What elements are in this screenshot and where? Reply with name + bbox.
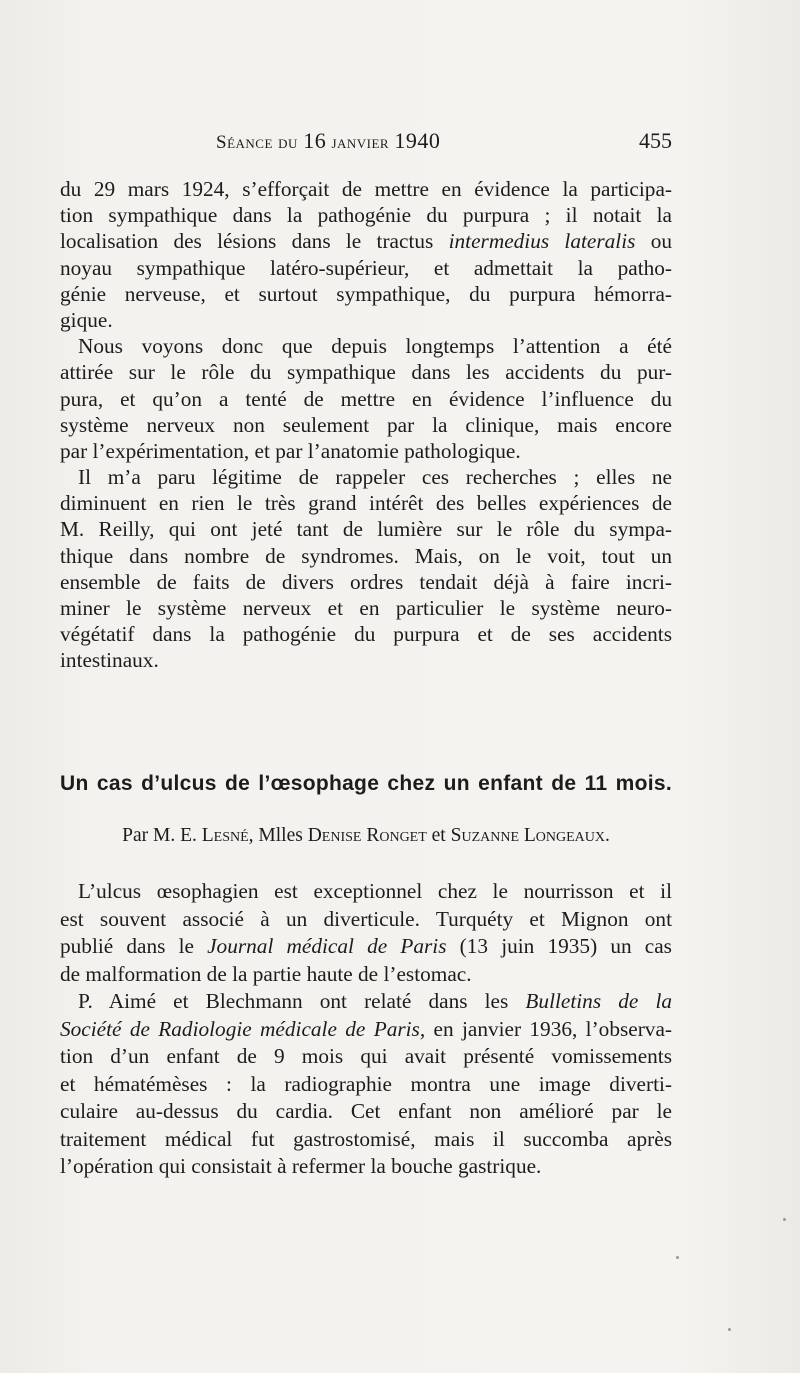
authors-line (60, 825, 672, 847)
text-line: par l’expérimentation, et par l’anatomie pathologique. (60, 438, 521, 463)
paragraph-block-ulcus (60, 878, 672, 1181)
paper-speck (783, 1218, 786, 1221)
text-line: publié dans le Journal médical de Paris (13 juin 1935) un cas (60, 934, 672, 958)
text-line: de malformation de la partie haute de l’estomac. (60, 961, 472, 986)
running-header (60, 128, 672, 158)
paper-speck (676, 1256, 679, 1259)
text-line: système nerveux non seulement par la clinique, mais encore (60, 412, 672, 437)
text-line: pura, et qu’on a tenté de mettre en évidence l’influence du (60, 386, 672, 411)
text-line: du 29 mars 1924, s’efforçait de mettre en évidence la participa- (60, 177, 672, 201)
author-name: Lesné (201, 825, 249, 846)
italic-term: intermedius lateralis (448, 229, 636, 254)
section-heading: Un cas d’ulcus de l’œsophage chez un enfant de 11 mois. (60, 772, 672, 795)
text-line: noyau sympathique latéro-supérieur, et admettait la patho- (60, 255, 672, 280)
authors-suffix: . (605, 825, 610, 846)
title-middle: janvier (326, 132, 395, 153)
text-line: diminuent en rien le très grand intérêt des belles expériences de (60, 491, 672, 516)
text-line: génie nerveuse, et surtout sympathique, du purpura hémorra- (60, 281, 672, 306)
text-line: gique. (60, 307, 113, 332)
text-line: Société de Radiologie médicale de Paris, en janvier 1936, l’observa- (60, 1016, 672, 1041)
text-line: ensemble de faits de divers ordres tendait déjà à faire incri- (60, 569, 672, 594)
italic-journal-title: Journal médical de Paris (207, 934, 447, 958)
text-line: intestinaux. (60, 648, 159, 673)
text-line: P. Aimé et Blechmann ont relaté dans les Bulletins de la (78, 989, 673, 1013)
page-number: 455 (639, 128, 672, 153)
text-line: et hématémèses : la radiographie montra une image diverti- (60, 1071, 672, 1096)
text-line: tion sympathique dans la pathogénie du purpura ; il notait la (60, 203, 672, 228)
text-line: culaire au-dessus du cardia. Cet enfant non amélioré par le (60, 1099, 672, 1123)
text-line: thique dans nombre de syndromes. Mais, on le voit, tout un (60, 543, 672, 568)
running-title (216, 128, 440, 154)
italic-journal-title: Société de Radiologie médicale de Paris, (60, 1016, 426, 1041)
text-line: Nous voyons donc que depuis longtemps l’attention a été (78, 334, 672, 359)
authors-prefix: Par M. E. (122, 825, 202, 846)
text-line: végétatif dans la pathogénie du purpura et de ses accidents (60, 622, 672, 647)
paragraph-block-purpura (60, 176, 672, 674)
title-day: 16 (303, 128, 327, 153)
text-line: est souvent associé à un diverticule. Turquéty et Mignon ont (60, 906, 672, 931)
text-line: attirée sur le rôle du sympathique dans les accidents du pur- (60, 360, 672, 385)
text-line: traitement médical fut gastrostomisé, mais il succomba après (60, 1126, 672, 1151)
authors-separator: , Mlles (248, 825, 308, 846)
text-line: miner le système nerveux et en particulier le système neuro- (60, 596, 672, 620)
author-name: Denise Ronget (307, 825, 427, 846)
authors-separator: et (426, 825, 451, 846)
text-line: tion d’un enfant de 9 mois qui avait présenté vomissements (60, 1044, 672, 1068)
title-year: 1940 (394, 128, 441, 153)
text-line: L’ulcus œsophagien est exceptionnel chez le nourrisson et il (78, 879, 672, 903)
text-line: l’opération qui consistait à refermer la bouche gastrique. (60, 1154, 542, 1178)
text-line: M. Reilly, qui ont jeté tant de lumière sur le rôle du sympa- (60, 517, 672, 542)
text-line: Il m’a paru légitime de rappeler ces recherches ; elles ne (78, 465, 672, 490)
text-line: localisation des lésions dans le tractus intermedius lateralis ou (60, 229, 673, 254)
italic-journal-title: Bulletins de la (525, 989, 673, 1013)
title-prefix: Séance du (216, 132, 304, 153)
paper-speck (728, 1328, 731, 1331)
author-name: Suzanne Longeaux (450, 825, 605, 846)
